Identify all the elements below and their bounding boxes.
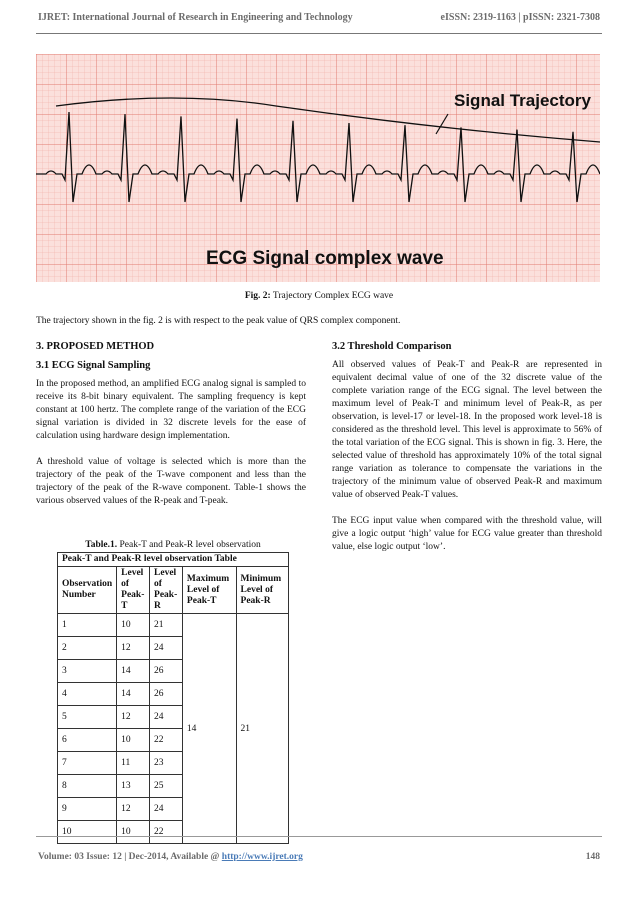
- cell-peak-r: 21: [150, 614, 183, 637]
- footer-rule: [36, 836, 602, 837]
- intro-paragraph: The trajectory shown in the fig. 2 is with respect to the peak value of QRS complex component.: [36, 316, 401, 326]
- col-header-peak-t: Level of Peak-T: [117, 567, 150, 614]
- footer-volume: [38, 852, 303, 862]
- cell-peak-r: 22: [150, 821, 183, 844]
- cell-obs: 3: [58, 660, 117, 683]
- ecg-figure-svg: [36, 54, 600, 282]
- subsection-title-threshold: 3.2 Threshold Comparison: [332, 341, 452, 352]
- cell-peak-t: 14: [117, 660, 150, 683]
- cell-max-peak-t: 14: [182, 614, 236, 844]
- cell-obs: 8: [58, 775, 117, 798]
- table-caption: Peak-T and Peak-R level observation Table: [58, 553, 289, 567]
- cell-peak-r: 24: [150, 637, 183, 660]
- col-header-observation: Observation Number: [58, 567, 117, 614]
- col-header-min-peak-r: Minimum Level of Peak-R: [236, 567, 288, 614]
- table-title-text: Peak-T and Peak-R level observation: [117, 540, 261, 550]
- ecg-figure: [36, 54, 600, 282]
- col-header-max-peak-t: Maximum Level of Peak-T: [182, 567, 236, 614]
- cell-obs: 10: [58, 821, 117, 844]
- right-column: [332, 340, 602, 567]
- cell-peak-r: 24: [150, 798, 183, 821]
- table-row: [58, 614, 289, 637]
- cell-peak-r: 23: [150, 752, 183, 775]
- journal-link[interactable]: http://www.ijret.org: [221, 852, 303, 862]
- figure-caption-label: Fig. 2:: [244, 291, 271, 301]
- figure-caption: [0, 291, 638, 301]
- subsection-title-sampling: 3.1 ECG Signal Sampling: [36, 360, 151, 371]
- cell-obs: 6: [58, 729, 117, 752]
- page-number: 148: [585, 852, 600, 862]
- cell-peak-t: 12: [117, 798, 150, 821]
- table-title-label: Table.1.: [85, 540, 118, 550]
- cell-peak-t: 14: [117, 683, 150, 706]
- cell-peak-t: 12: [117, 637, 150, 660]
- section-title: 3. PROPOSED METHOD: [36, 341, 155, 352]
- cell-peak-r: 26: [150, 683, 183, 706]
- issn-text: eISSN: 2319-1163 | pISSN: 2321-7308: [440, 12, 600, 23]
- cell-peak-r: 25: [150, 775, 183, 798]
- observation-table: [57, 552, 289, 844]
- threshold-paragraph-2: The ECG input value when compared with the threshold value, will give a logic output ‘high’ value for ECG value greater than threshold value, else logic output ‘low’.: [332, 516, 602, 552]
- cell-obs: 4: [58, 683, 117, 706]
- sampling-paragraph-2: A threshold value of voltage is selected which is more than the trajectory of the peak of the T-wave component and less than the trajectory of the peak of the R-wave component. Table-1 shows the various observed values of the R-peak and T-peak.: [36, 457, 306, 506]
- cell-peak-t: 10: [117, 614, 150, 637]
- cell-peak-t: 11: [117, 752, 150, 775]
- col-header-peak-r: Level of Peak-R: [150, 567, 183, 614]
- cell-peak-t: 10: [117, 821, 150, 844]
- journal-title: IJRET: International Journal of Research in Engineering and Technology: [38, 12, 353, 23]
- footer-volume-text: Volume: 03 Issue: 12 | Dec-2014, Available @: [38, 852, 222, 862]
- sampling-paragraph-1: In the proposed method, an amplified ECG analog signal is sampled to receive its 8-bit binary equivalent. The sampling frequency is kept constant at 100 hertz. The complete range of the variation of the ECG signal variation is divided in 32 discrete levels for the ease of calculation using hardware design implementation.: [36, 379, 306, 441]
- cell-peak-t: 12: [117, 706, 150, 729]
- ecg-complex-wave-label: ECG Signal complex wave: [206, 248, 444, 269]
- signal-trajectory-label: Signal Trajectory: [454, 91, 591, 110]
- cell-peak-t: 10: [117, 729, 150, 752]
- cell-peak-r: 24: [150, 706, 183, 729]
- cell-min-peak-r: 21: [236, 614, 288, 844]
- cell-obs: 1: [58, 614, 117, 637]
- left-column: [36, 340, 306, 521]
- header-rule: [36, 33, 602, 34]
- cell-peak-t: 13: [117, 775, 150, 798]
- cell-obs: 7: [58, 752, 117, 775]
- cell-peak-r: 22: [150, 729, 183, 752]
- threshold-paragraph-1: All observed values of Peak-T and Peak-R are represented in equivalent decimal value of one of the 32 discrete value of the complete variation range of the ECG signal. The level between the maximum level of Peak-T and minimum level of Peak-R, as per observation, is level-17 or level-18. In the proposed work level-18 is considered as the threshold level. This level is approximate to 56% of the total variation of the ECG signal. This is shown in fig. 3. Here, the selected value of threshold has approximately 10% of the total signal range variation as tolerance to compensate the variations in the trajectory of the minimum value of observed Peak-R and maximum value of observed Peak-T values.: [332, 360, 602, 500]
- cell-obs: 5: [58, 706, 117, 729]
- figure-caption-text: Trajectory Complex ECG wave: [270, 291, 394, 301]
- cell-peak-r: 26: [150, 660, 183, 683]
- page-header: [38, 12, 600, 30]
- cell-obs: 9: [58, 798, 117, 821]
- table-title: [58, 540, 288, 550]
- cell-obs: 2: [58, 637, 117, 660]
